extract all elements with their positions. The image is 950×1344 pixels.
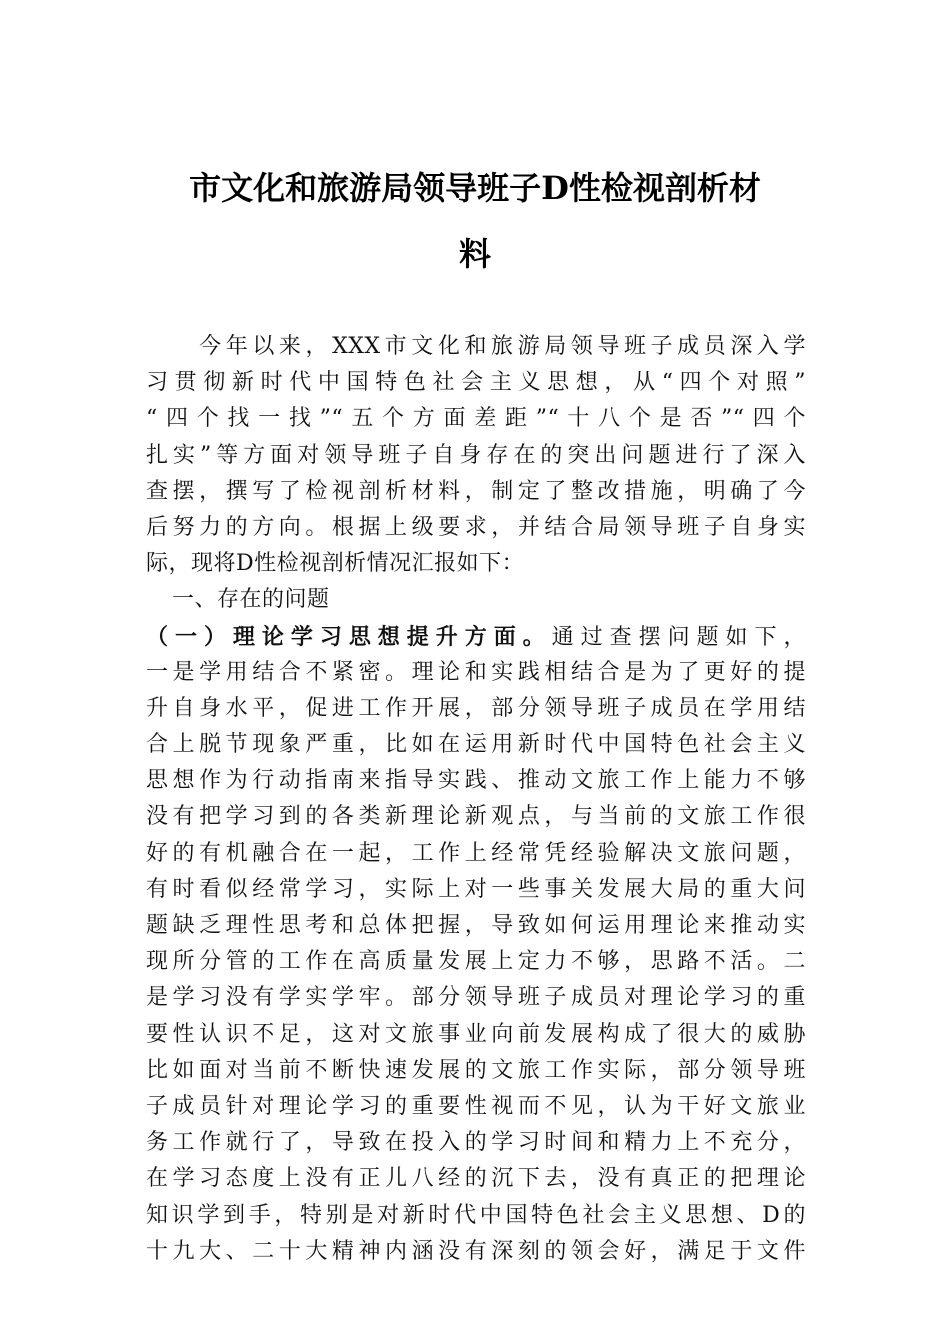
body-line: 现所分管的工作在高质量发展上定力不够，思路不活。二 — [146, 949, 806, 975]
intro-line: 习贯彻新时代中国特色社会主义思想，从“四个对照” — [146, 370, 806, 396]
intro-line: 查摆，撰写了检视剖析材料，制定了整改措施，明确了今 — [146, 478, 806, 504]
body-line: 没有把学习到的各类新理论新观点，与当前的文旅工作很 — [146, 804, 806, 830]
body-line: 子成员针对理论学习的重要性视而不见，认为干好文旅业 — [146, 1093, 806, 1119]
body-line: 好的有机融合在一起，工作上经常凭经验解决文旅问题， — [146, 840, 806, 866]
body-line: 知识学到手，特别是对新时代中国特色社会主义思想、D的 — [146, 1202, 806, 1228]
body-line: 一是学用结合不紧密。理论和实践相结合是为了更好的提 — [146, 659, 806, 685]
body-line: 十九大、二十大精神内涵没有深刻的领会好，满足于文件 — [146, 1238, 806, 1264]
body-line: 比如面对当前不断快速发展的文旅工作实际，部分领导班 — [146, 1057, 806, 1083]
intro-line: “四个找一找”“五个方面差距”“十八个是否”“四个 — [146, 406, 806, 432]
body-line: 有时看似经常学习，实际上对一些事关发展大局的重大问 — [146, 876, 806, 902]
body-line: 务工作就行了，导致在投入的学习时间和精力上不充分， — [146, 1130, 806, 1156]
intro-line: 际，现将D性检视剖析情况汇报如下： — [146, 551, 525, 577]
intro-line: 今年以来，XXX市文化和旅游局领导班子成员深入学 — [146, 334, 806, 359]
body-line: 思想作为行动指南来指导实践、推动文旅工作上能力不够 — [146, 768, 806, 794]
subsection-first-line-text: 通过查摆问题如下， — [551, 624, 806, 650]
section-heading: 一、存在的问题 — [172, 587, 330, 613]
document-body — [146, 329, 806, 1270]
intro-line: 后努力的方向。根据上级要求，并结合局领导班子自身实 — [146, 514, 806, 540]
document-title-line-1: 市文化和旅游局领导班子D性检视剖析材 — [189, 169, 761, 207]
document-title-line-2: 料 — [458, 235, 491, 273]
body-line: 在学习态度上没有正儿八经的沉下去，没有真正的把理论 — [146, 1166, 806, 1192]
body-line: 升自身水平，促进工作开展，部分领导班子成员在学用结 — [146, 695, 806, 721]
intro-line: 扎实”等方面对领导班子自身存在的突出问题进行了深入 — [146, 442, 806, 468]
body-line: 要性认识不足，这对文旅事业向前发展构成了很大的威胁 — [146, 1021, 806, 1047]
body-line: 是学习没有学实学牢。部分领导班子成员对理论学习的重 — [146, 985, 806, 1011]
subsection-first-line — [146, 619, 806, 655]
subsection-heading: （一）理论学习思想提升方面。 — [146, 623, 552, 650]
body-line: 合上脱节现象严重，比如在运用新时代中国特色社会主义 — [146, 732, 806, 758]
body-line: 题缺乏理性思考和总体把握，导致如何运用理论来推动实 — [146, 913, 806, 938]
